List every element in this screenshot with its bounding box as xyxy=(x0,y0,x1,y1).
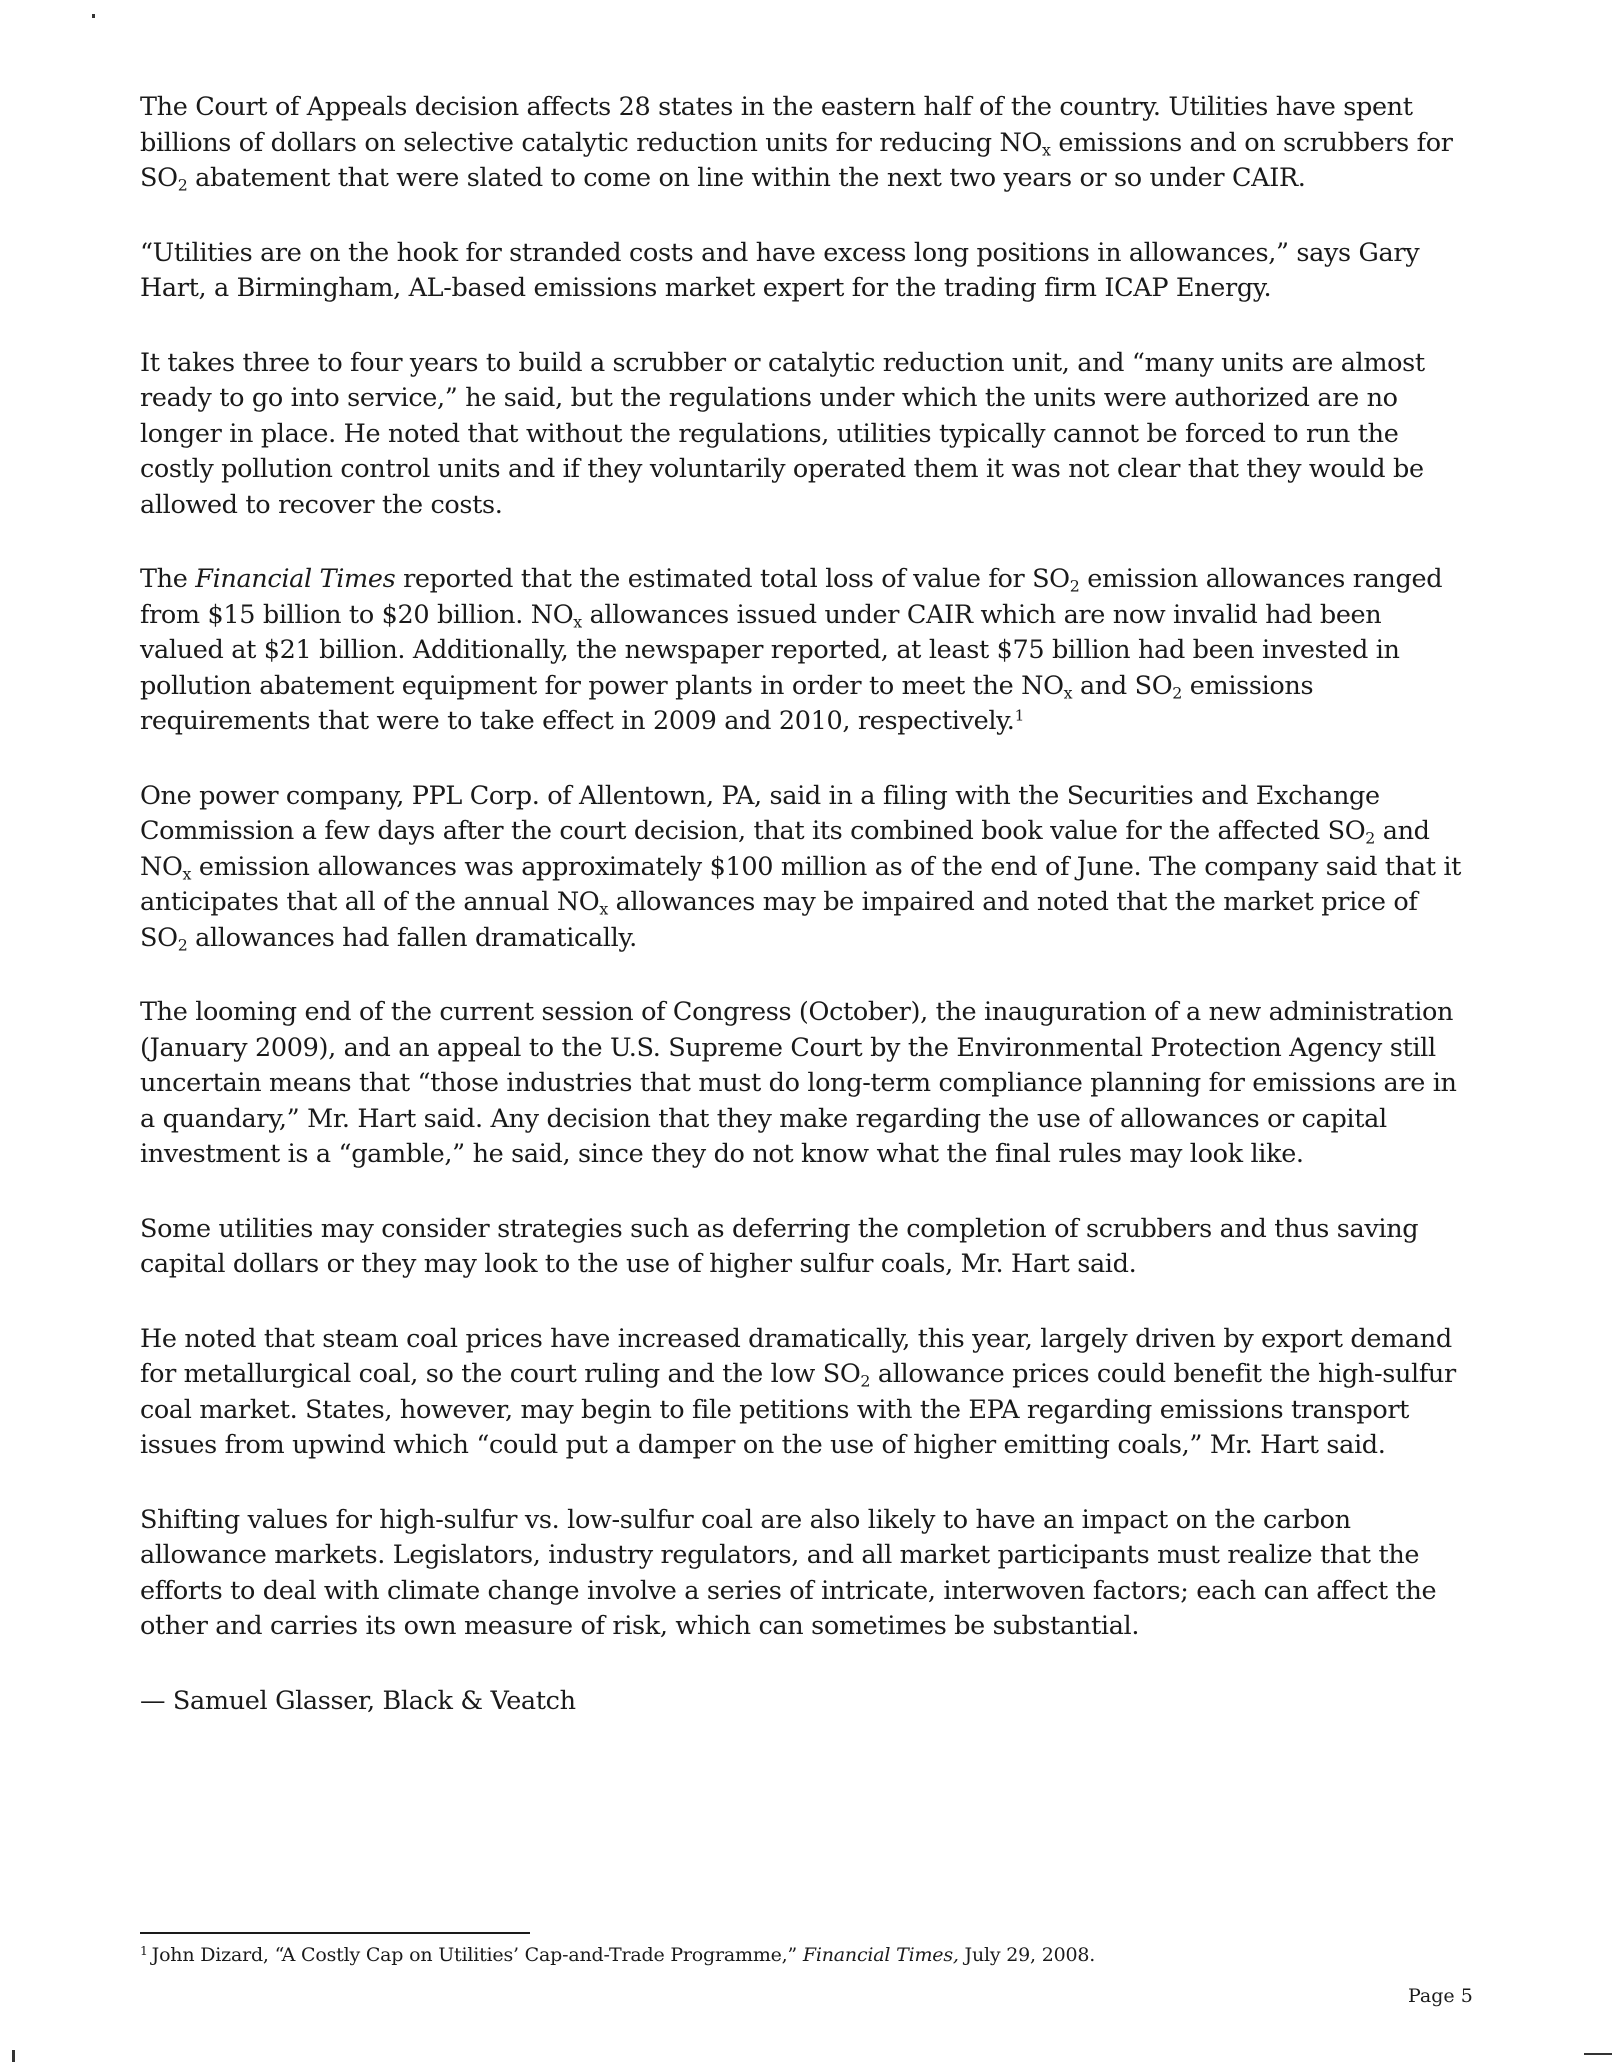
paragraph-congress-session: The looming end of the current session of Congress (October), the inauguration of a new administration (January 2009), and an appeal to the U.S. Supreme Court by the Environmental Protection Agency still uncertain means that “those industries that must do long-term compliance planning for emissions are in a quandary,” Mr. Hart said. Any decision that they make regarding the use of allowances or capital investment is a “gamble,” he said, since they do not know what the final rules may look like. xyxy=(140,997,1457,1169)
scan-mark xyxy=(92,14,95,18)
paragraph-ppl-corp: One power company, PPL Corp. of Allentown, PA, said in a filing with the Securities and Exchange Commission a few days after the court decision, that its combined book value for the affected $SO_2$ and $NO_x$ emission allowances was approximately $100 million as of the end of June. The company said that it anticipates that all of the annual $NO_x$ allowances may be impaired and noted that the market price of $SO_2$ allowances had fallen dramatically. xyxy=(140,780,1462,955)
scan-mark xyxy=(12,2050,15,2062)
scan-mark xyxy=(1584,2053,1612,2055)
footnote-divider xyxy=(140,1932,530,1934)
paragraph-steam-coal-prices: He noted that steam coal prices have increased dramatically, this year, largely driven by export demand for metallurgical coal, so the court ruling and the low $SO_2$ allowance prices could benefit the high-sulfur coal market. States, however, may begin to file petitions with the EPA regarding emissions transport issues from upwind which “could put a damper on the use of higher emitting coals,” Mr. Hart said. xyxy=(140,1323,1456,1460)
paragraph-hart-quote: “Utilities are on the hook for stranded costs and have excess long positions in allowances,” says Gary Hart, a Birmingham, AL-based emissions market expert for the trading firm ICAP Energy. xyxy=(140,237,1420,303)
paragraph-scrubber-build-time: It takes three to four years to build a scrubber or catalytic reduction unit, and “many units are almost ready to go into service,” he said, but the regulations under which the units were authorized are no longer in place. He noted that without the regulations, utilities typically cannot be forced to run the costly pollution control units and if they voluntarily operated them it was not clear that they would be allowed to recover the costs. xyxy=(140,347,1425,520)
article-body xyxy=(140,90,1470,1758)
paragraph-court-decision: The Court of Appeals decision affects 28 states in the eastern half of the country. Utilities have spent billions of dollars on selective catalytic reduction units for reducing $NO_x$ emissions and on scrubbers for $SO_2$ abatement that were slated to come on line within the next two years or so under CAIR. xyxy=(140,92,1453,195)
page-number: Page 5 xyxy=(1408,1985,1473,2007)
footnote: $^1$ John Dizard, “A Costly Cap on Utilities’ Cap-and-Trade Programme,” Financial Times, July 29, 2008. xyxy=(140,1943,1096,1966)
author-signature: — Samuel Glasser, Black & Veatch xyxy=(140,1685,576,1716)
paragraph-utility-strategies: Some utilities may consider strategies such as deferring the completion of scrubbers and thus saving capital dollars or they may look to the use of higher sulfur coals, Mr. Hart said. xyxy=(140,1213,1419,1279)
paragraph-carbon-markets: Shifting values for high-sulfur vs. low-sulfur coal are also likely to have an impact on the carbon allowance markets. Legislators, industry regulators, and all market participants must realize that the efforts to deal with climate change involve a series of intricate, interwoven factors; each can affect the other and carries its own measure of risk, which can sometimes be substantial. xyxy=(140,1504,1437,1641)
publication-name: Financial Times xyxy=(195,564,396,594)
footnote-source: Financial Times, xyxy=(802,1944,959,1966)
footnote-marker: 1 xyxy=(140,1943,148,1958)
footnote-reference[interactable]: 1 xyxy=(1014,706,1024,725)
paragraph-financial-times: The Financial Times reported that the estimated total loss of value for $SO_2$ emission allowances ranged from $15 billion to $20 billion. $NO_x$ allowances issued under CAIR which are now invalid had been valued at $21 billion. Additionally, the newspaper reported, at least $75 billion had been invested in pollution abatement equipment for power plants in order to meet the $NO_x$ and $SO_2$ emissions requirements that were to take effect in 2009 and 2010, respectively.$^1$ xyxy=(140,564,1443,736)
